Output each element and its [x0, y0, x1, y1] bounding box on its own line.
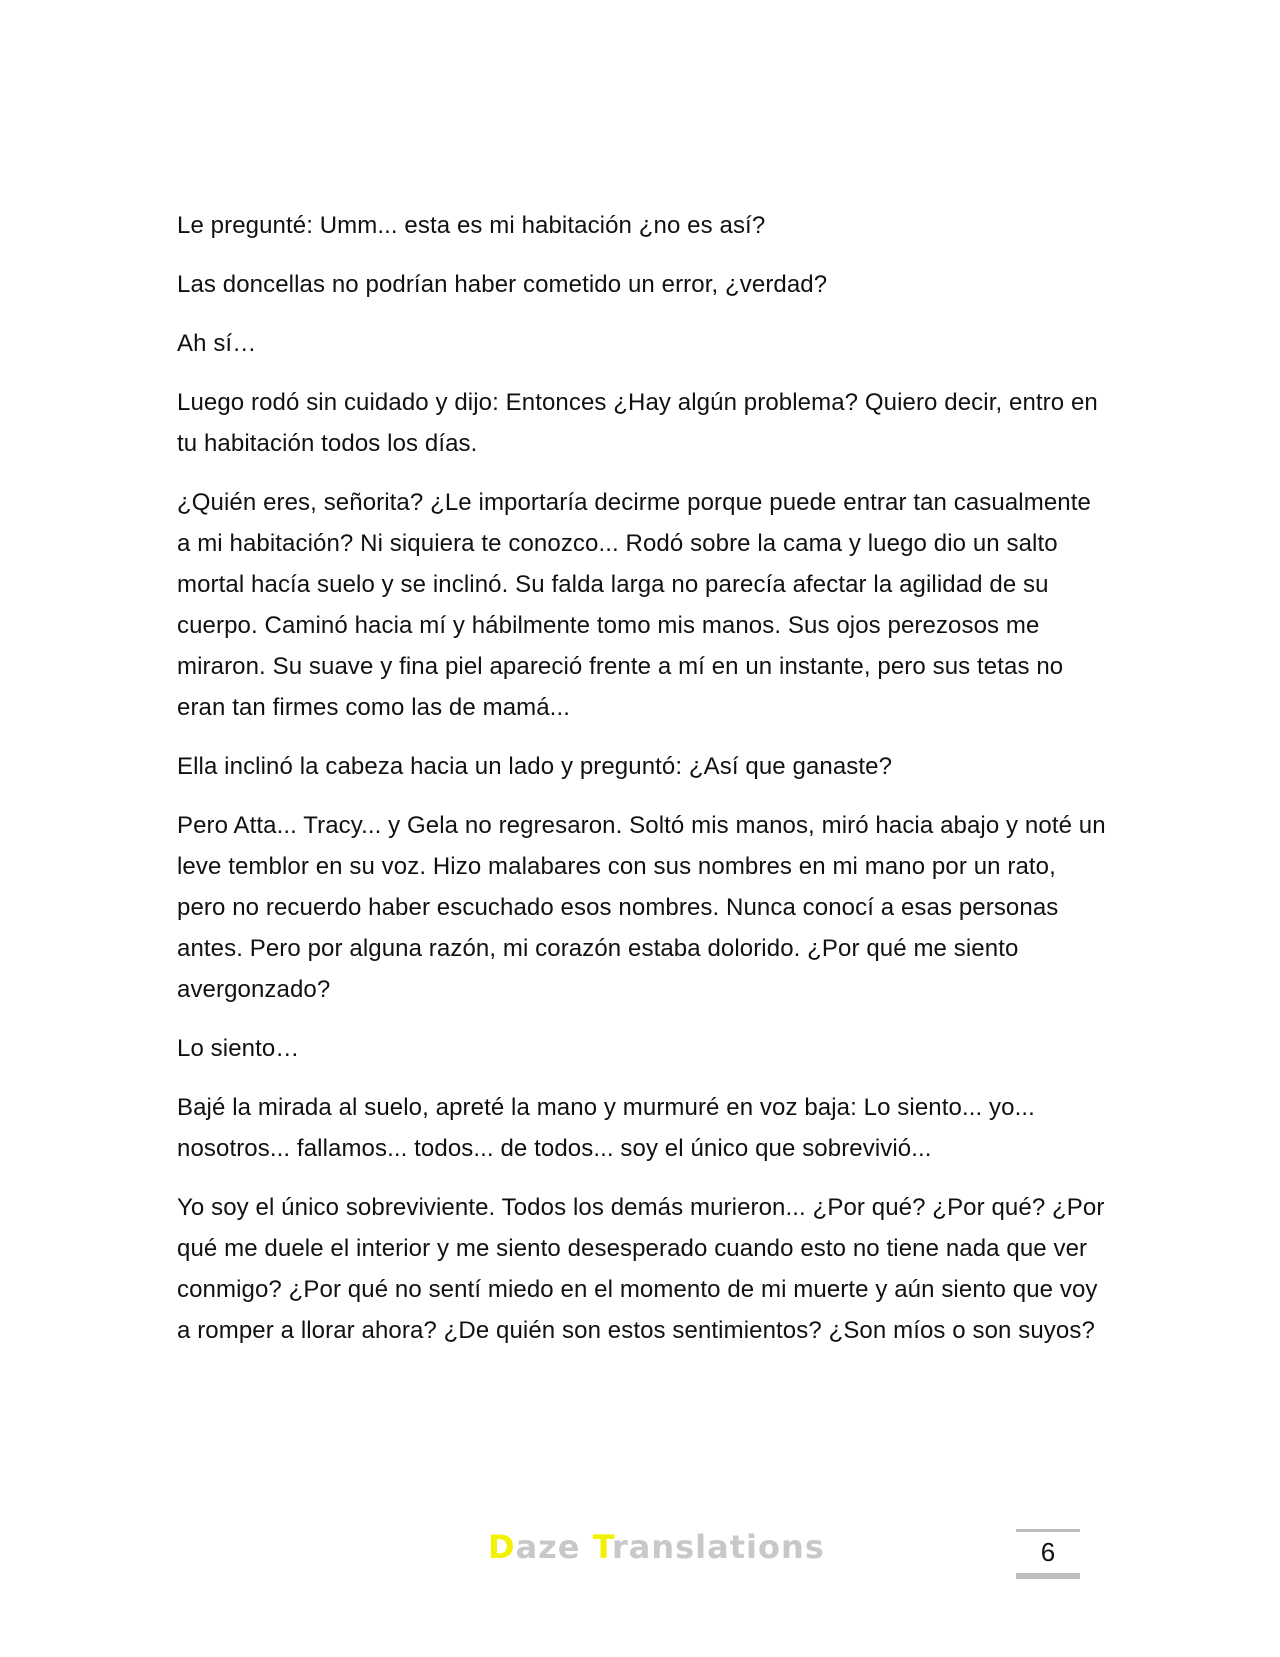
footer-brand-logo [488, 1528, 825, 1566]
page-number-box [1016, 1529, 1080, 1579]
brand-text-aze: aze [515, 1528, 593, 1566]
paragraph: Pero Atta... Tracy... y Gela no regresaron. Soltó mis manos, miró hacia abajo y noté un leve temblor en su voz. Hizo malabares con sus nombres en mi mano por un rato, pero no recuerdo haber escuchado esos nombres. Nunca conocí a esas personas antes. Pero por alguna razón, mi corazón estaba dolorido. ¿Por qué me siento avergonzado? [177, 812, 1106, 1003]
paragraph: Ah sí… [177, 330, 257, 357]
paragraph: Yo soy el único sobreviviente. Todos los demás murieron... ¿Por qué? ¿Por qué? ¿Por qué me duele el interior y me siento desesperado cuando esto no tiene nada que ver conmigo? ¿Por qué no sentí miedo en el momento de mi muerte y aún siento que voy a romper a llorar ahora? ¿De quién son estos sentimientos? ¿Son míos o son suyos? [177, 1194, 1105, 1344]
page-number: 6 [1040, 1537, 1056, 1567]
paragraph: Bajé la mirada al suelo, apreté la mano y murmuré en voz baja: Lo siento... yo... nosotros... fallamos... todos... de todos... soy el único que sobrevivió... [177, 1094, 1035, 1162]
paragraph: Lo siento… [177, 1035, 300, 1062]
brand-text-ranslations: ranslations [611, 1528, 825, 1566]
paragraph: ¿Quién eres, señorita? ¿Le importaría decirme porque puede entrar tan casualmente a mi habitación? Ni siquiera te conozco... Rodó sobre la cama y luego dio un salto mortal hacía suelo y se inclinó. Su falda larga no parecía afectar la agilidad de su cuerpo. Caminó hacia mí y hábilmente tomo mis manos. Sus ojos perezosos me miraron. Su suave y fina piel apareció frente a mí en un instante, pero sus tetas no eran tan firmes como las de mamá... [177, 489, 1091, 721]
paragraph: Luego rodó sin cuidado y dijo: Entonces ¿Hay algún problema? Quiero decir, entro en tu habitación todos los días. [177, 389, 1098, 457]
brand-initial-d: D [488, 1528, 516, 1566]
paragraph: Las doncellas no podrían haber cometido un error, ¿verdad? [177, 271, 828, 298]
brand-initial-t: T [592, 1528, 612, 1566]
paragraph: Le pregunté: Umm... esta es mi habitación ¿no es así? [177, 212, 766, 239]
page-body [177, 205, 1107, 1369]
paragraph: Ella inclinó la cabeza hacia un lado y preguntó: ¿Así que ganaste? [177, 753, 893, 780]
